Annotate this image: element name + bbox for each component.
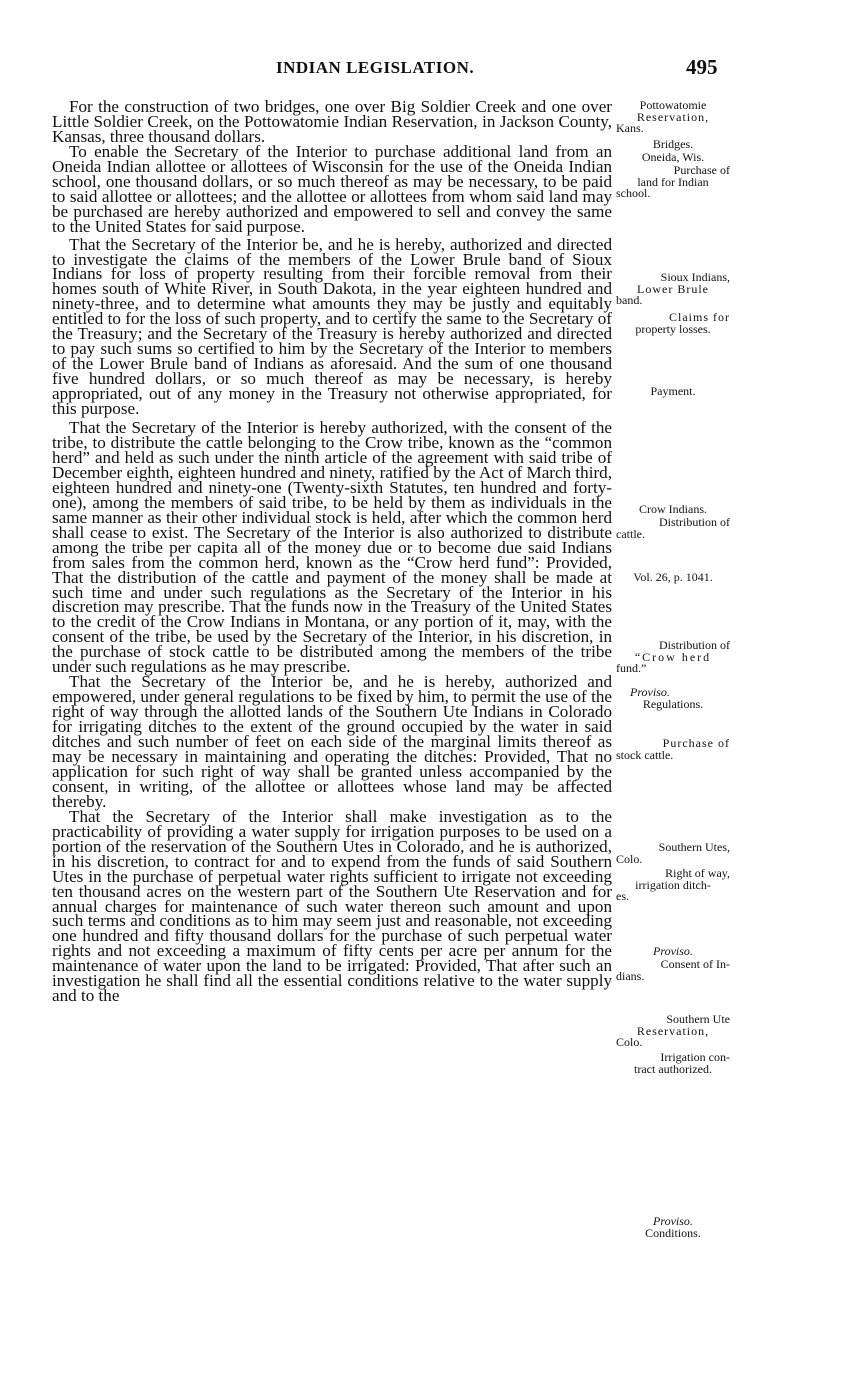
margin-note-southern-ute-reservation: Southern Ute Reservation, Colo. — [616, 1012, 730, 1049]
paragraph-southern-ute-right-of-way: That the Secretary of the Interior be, and he is hereby, authorized and empowered, under general regulations to be fixed by him, to permit the use of the right of way through the allotted lands of the Southern Ute Indians in Colorado for irrigating ditches to the extent of the ground occupied by the water in said ditches and such number of feet on each side of the marginal limits thereof as may be necessary in maintaining and operating the ditches: Provided, That no application for such right of way shall be granted unless accompanied by the consent, in writing, of the allottee or allottees whose land may be affected thereby. — [52, 672, 612, 811]
paragraph-southern-ute-irrigation: That the Secretary of the Interior shall make investigation as to the practicability of providing a water supply for irrigation purposes to be used on a portion of the reservation of the Southern Utes in Colorado, and he is authorized, in his discretion, to contract for and to expend from the funds of said Southern Utes in the purchase of perpetual water rights sufficient to irrigate not exceeding ten thousand acres on the western part of the Southern Ute Reservation and for annual charges for maintenance of such water thereon such amount and upon such terms and conditions as to him may seem just and reasonable, not exceeding one hundred and fifty thousand dollars for the purchase of such perpetual water rights and not exceeding a maximum of fifty cents per acre per annum for the maintenance of water upon the land to be irrigated: Provided, That after such an investigation he shall find all the essential conditions relative to the water supply and to the — [52, 806, 612, 1006]
body-text — [52, 97, 612, 1006]
margin-note-consent: Consent of In- dians. — [616, 957, 730, 983]
margin-note-bridges: Bridges. — [652, 137, 694, 151]
page-number: 495 — [686, 55, 718, 79]
paragraph-oneida: To enable the Secretary of the Interior to purchase additional land from an Oneida Indian allottee or allottees of Wisconsin for the use of the Oneida Indian school, one thousand dollars, or so much thereof as may be necessary, to be paid to said allottee or allottees; and the allottee or allottees from whom said land may be purchased are hereby authorized and empowered to sell and convey the same to the United States for said purpose. — [52, 141, 612, 236]
margin-note-southern-utes: Southern Utes, Colo. — [616, 840, 730, 866]
margin-note-oneida-purchase: Purchase of land for Indian school. — [616, 163, 730, 200]
margin-note-sioux: Sioux Indians, Lower Brule band. — [616, 270, 730, 307]
margin-note-crow-herd-fund: Distribution of “Crow herd fund.” — [616, 638, 730, 675]
margin-note-payment: Payment. — [650, 384, 696, 398]
paragraph-crow: That the Secretary of the Interior is hereby authorized, with the consent of the tribe, to distribute the cattle belonging to the Crow tribe, known as the “common herd” and held as such under the ninth article of the agreement with said tribe of December eighth, eighteen hundred and ninety, ratified by the Act of March third, eighteen hundred and ninety-one (Twenty-sixth Statutes, ten hundred and forty-one), among the members of said tribe, to be held by them as individuals in the same manner as their other individual stock is held, after which the common herd shall cease to exist. The Secretary of the Interior is also authorized to distribute among the tribe per capita all of the money due or to become due said Indians from sales from the common herd, known as the “Crow herd fund”: Provided, That the distribution of the cattle and payment of the money shall be made at such time and under such regulations as the Secretary of the Interior in his discretion may prescribe. That the funds now in the Treasury of the United States to the credit of the Crow Indians in Montana, or any portion of it, may, with the consent of the tribe, be used by the Secretary of the Interior, in his discretion, in the purchase of stock cattle to be distributed among the members of the tribe under such regulations as he may prescribe. — [52, 418, 612, 677]
margin-note-claims: Claims for property losses. — [635, 310, 730, 336]
paragraph-lower-brule: That the Secretary of the Interior be, and he is hereby, authorized and directed to investigate the claims of the members of the Lower Brule band of Sioux Indians for loss of property resulting from their forcible removal from their homes south of White River, in South Dakota, in the year eighteen hundred and ninety-three, and to determine what amounts they may be justly and equitably entitled to for the loss of such property, and to certify the same to the Secretary of the Treasury; and the Secretary of the Treasury is hereby authorized and directed to pay such sums so certified to him by the Secretary of the Interior to members of the Lower Brule band of Indians as aforesaid. And the sum of one thousand five hundred dollars, or so much thereof as may be necessary, is hereby appropriated, out of any money in the Treasury not otherwise appropriated, for this purpose. — [52, 234, 612, 419]
margin-note-proviso-regulations: Proviso. Regulations. — [630, 685, 704, 711]
margin-note-pottowatomie: Pottowatomie Reservation, Kans. — [616, 98, 710, 135]
margin-note-vol-26: Vol. 26, p. 1041. — [633, 570, 713, 584]
margin-note-irrigation-contract: Irrigation con- tract authorized. — [634, 1050, 730, 1076]
margin-note-crow: Crow Indians. — [639, 502, 707, 516]
margin-note-stock-cattle: Purchase of stock cattle. — [616, 736, 730, 762]
margin-note-right-of-way: Right of way, irrigation ditch- es. — [616, 866, 730, 903]
margin-note-proviso-1: Proviso. — [653, 944, 693, 958]
paragraph-bridges: For the construction of two bridges, one over Big Soldier Creek and one over Little Soldier Creek, on the Pottowatomie Indian Reservation, in Jackson County, Kansas, three thousand dollars. — [52, 97, 612, 146]
margin-note-crow-distribution: Distribution of cattle. — [616, 515, 730, 541]
running-head: INDIAN LEGISLATION. — [276, 58, 475, 77]
page-header — [0, 55, 841, 84]
margin-note-proviso-conditions: Proviso. Conditions. — [645, 1214, 701, 1240]
margin-note-oneida: Oneida, Wis. — [641, 150, 705, 164]
